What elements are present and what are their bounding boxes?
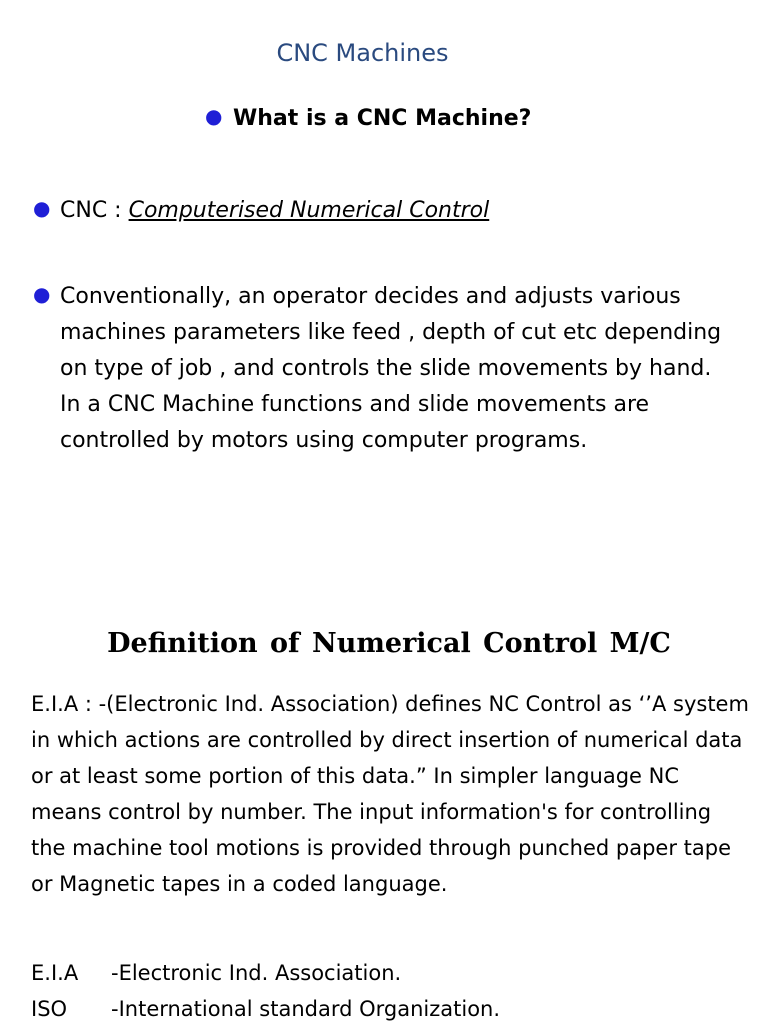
cnc-bullet-text	[60, 198, 489, 223]
bullet-dot-icon: ●	[205, 104, 223, 128]
question-text: What is a CNC Machine?	[233, 106, 532, 131]
bullet-dot-icon: ●	[33, 282, 51, 306]
abbreviation-term: ISO	[31, 997, 68, 1021]
conventional-text: Conventionally, an operator decides and adjusts various machines parameters like feed , depth of cut etc depending on type of job , and controls the slide movements by hand. In a CNC Machine functions and slide movements are controlled by motors using computer programs.	[60, 284, 722, 453]
abbreviation-row	[31, 955, 751, 991]
question-bullet	[205, 101, 625, 137]
cnc-bullet	[33, 193, 673, 229]
slide-title: CNC Machines	[276, 39, 449, 67]
cnc-prefix: CNC :	[60, 198, 129, 223]
abbreviation-list	[31, 955, 751, 1027]
bullet-dot-icon: ●	[33, 196, 51, 220]
abbreviation-meaning: -Electronic Ind. Association.	[111, 961, 402, 985]
cnc-definition: Computerised Numerical Control	[128, 198, 490, 223]
definition-paragraph: E.I.A : -(Electronic Ind. Association) defines NC Control as ‘’A system in which actions are controlled by direct insertion of numerical data or at least some portion of this data.” In simpler language NC means control by number. The input information's for controlling the machine tool motions is provided through punched paper tape or Magnetic tapes in a coded language.	[31, 692, 749, 896]
conventional-bullet	[33, 279, 733, 459]
abbreviation-meaning: -International standard Organization.	[111, 997, 501, 1021]
abbreviation-term: E.I.A	[31, 961, 79, 985]
abbreviation-row	[31, 991, 751, 1027]
definition-heading: Definition of Numerical Control M/C	[107, 628, 671, 659]
